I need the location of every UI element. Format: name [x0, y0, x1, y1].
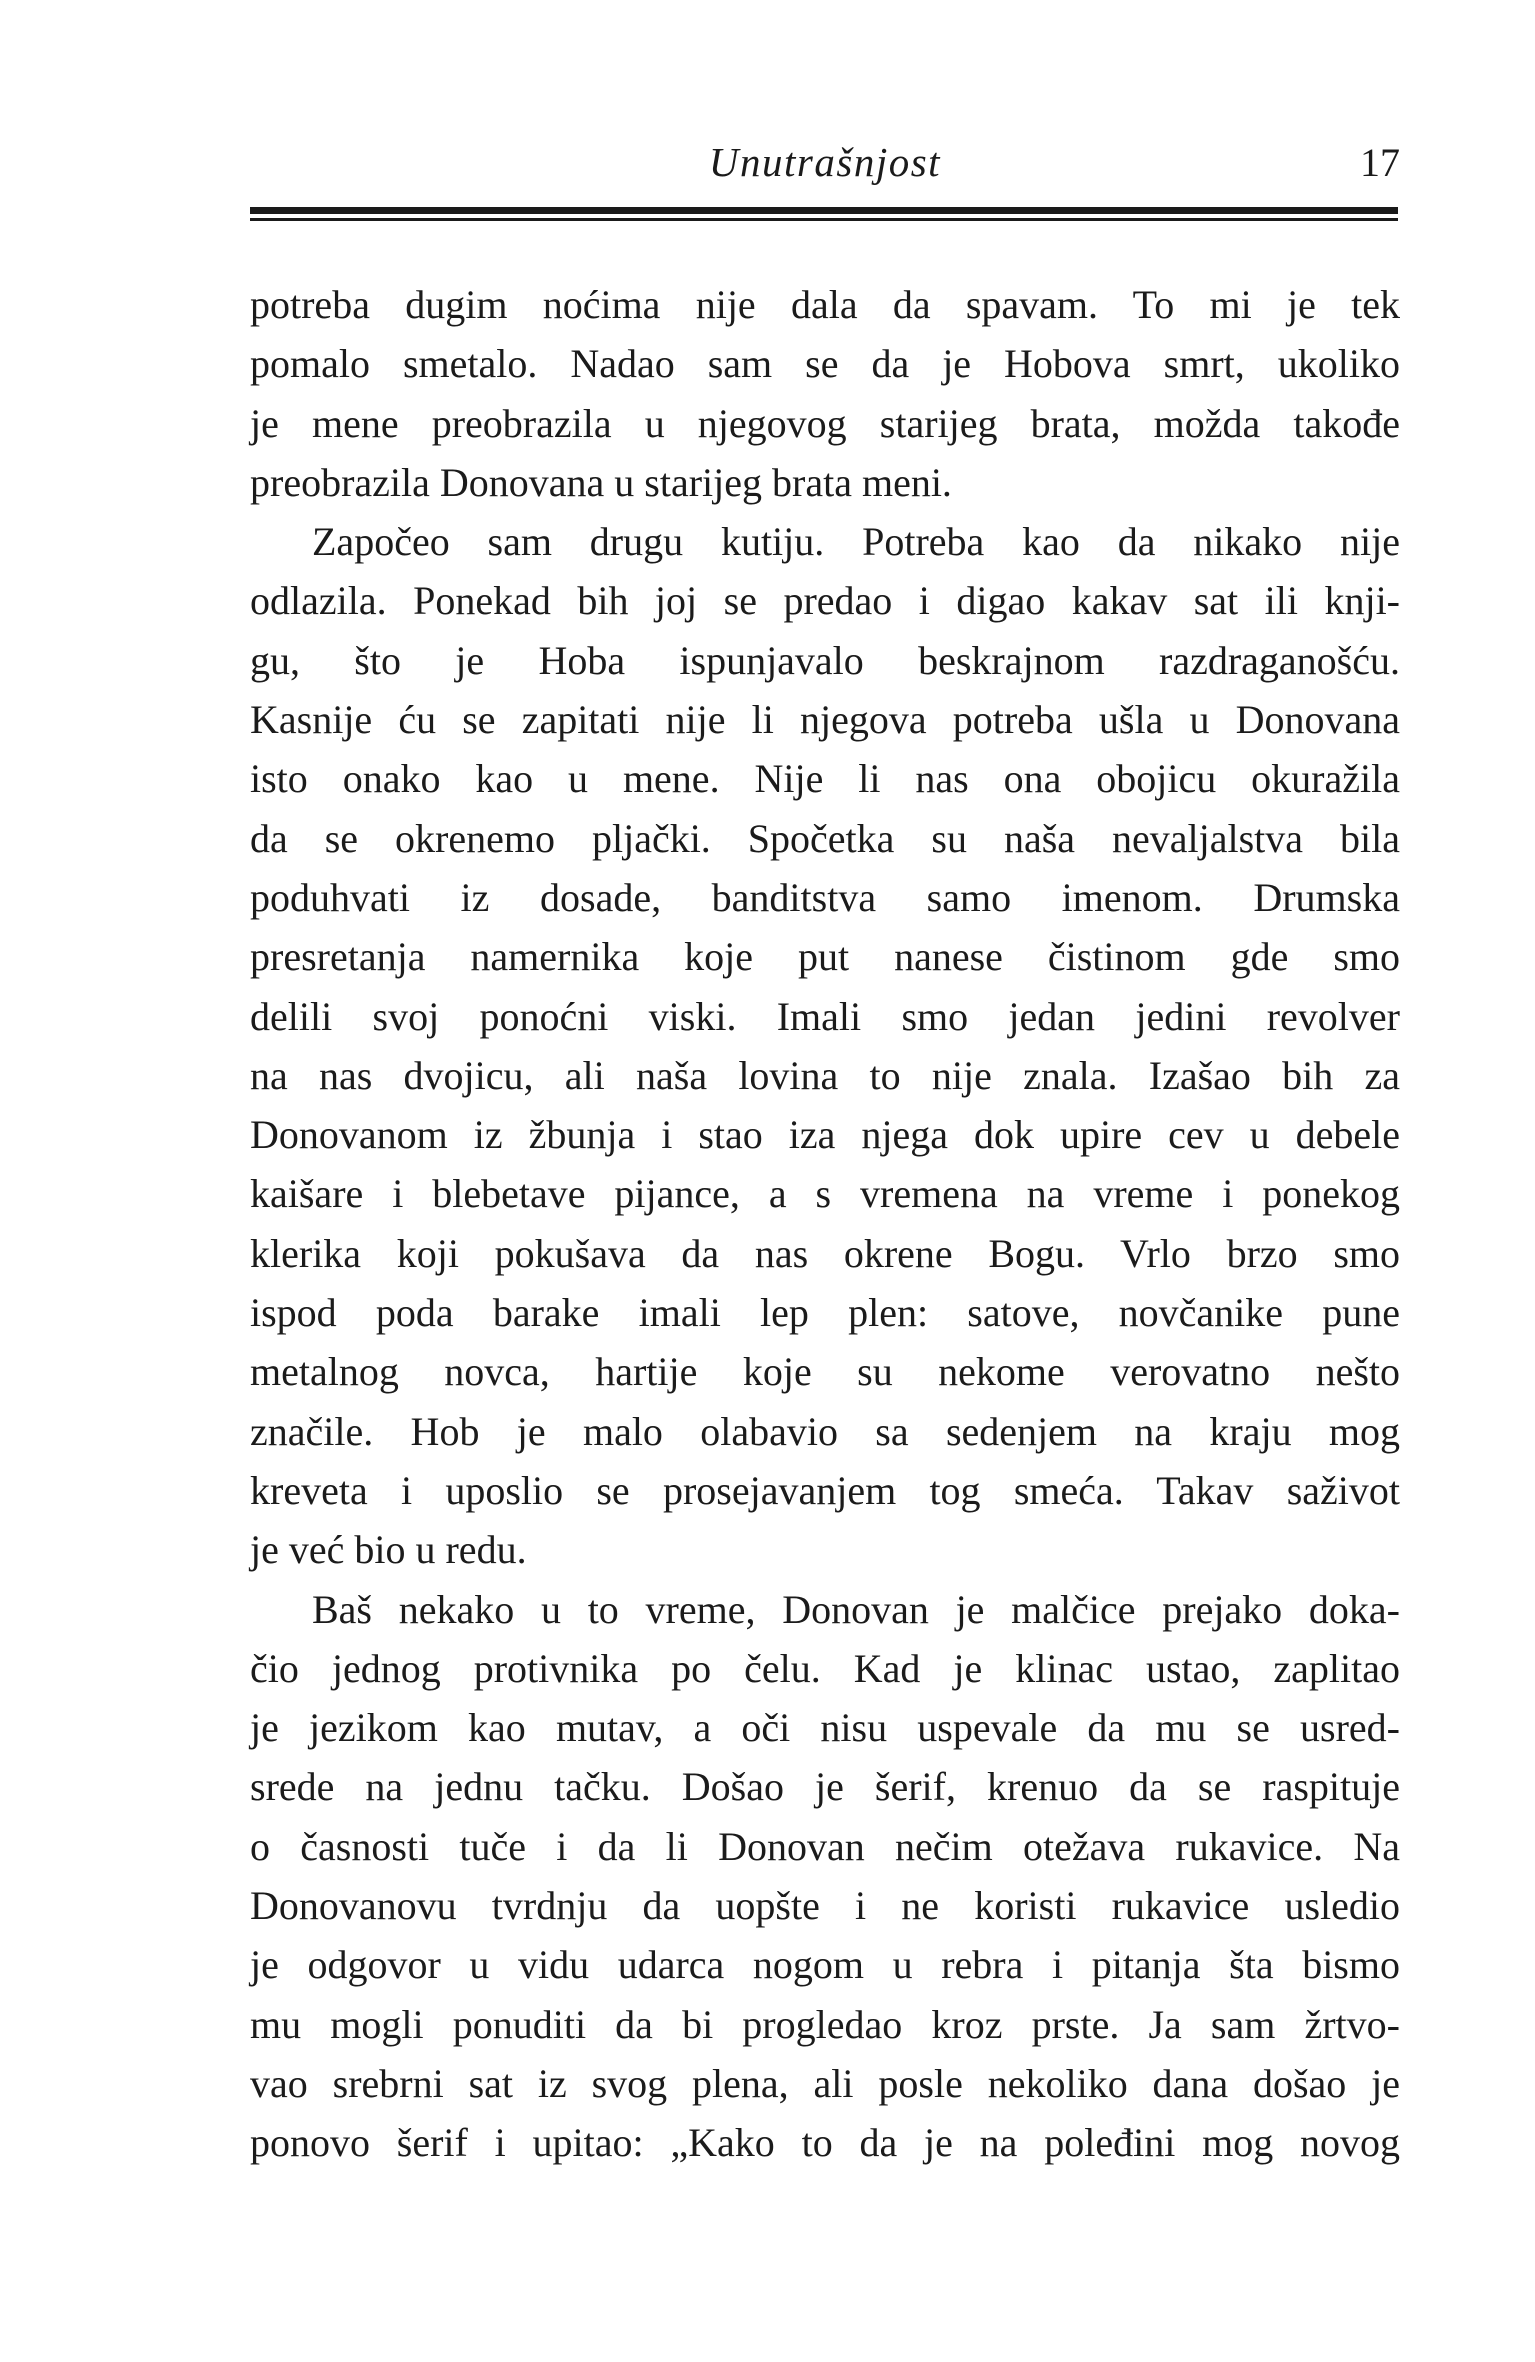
text-line: značile. Hob je malo olabavio sa sedenjem na kraju mog	[250, 1408, 1400, 1454]
text-line: je mene preobrazila u njegovog starijeg brata, možda takođe	[250, 400, 1400, 446]
text-line: ispod poda barake imali lep plen: satove, novčanike pune	[250, 1290, 1400, 1336]
text-line: Započeo sam drugu kutiju. Potreba kao da nikako nije	[312, 519, 1400, 565]
text-line: na nas dvojicu, ali naša lovina to nije znala. Izašao bih za	[250, 1052, 1400, 1098]
text-line: poduhvati iz dosade, banditstva samo imenom. Drumska	[250, 874, 1400, 920]
page-header	[250, 138, 1400, 200]
text-line: isto onako kao u mene. Nije li nas ona obojicu okuražila	[250, 756, 1400, 802]
text-line: o časnosti tuče i da li Donovan nečim otežava rukavice. Na	[250, 1823, 1400, 1869]
text-line: čio jednog protivnika po čelu. Kad je klinac ustao, zaplitao	[250, 1645, 1400, 1691]
text-line: je odgovor u vidu udarca nogom u rebra i pitanja šta bismo	[250, 1942, 1400, 1988]
text-line: kreveta i uposlio se prosejavanjem tog smeća. Takav saživot	[250, 1467, 1400, 1513]
text-line: kaišare i blebetave pijance, a s vremena na vreme i ponekog	[250, 1171, 1400, 1217]
text-line: vao srebrni sat iz svog plena, ali posle nekoliko dana došao je	[250, 2060, 1400, 2106]
text-line: da se okrenemo pljački. Spočetka su naša nevaljalstva bila	[250, 815, 1400, 861]
text-line: presretanja namernika koje put nanese čistinom gde smo	[250, 934, 1400, 980]
text-line: Donovanom iz žbunja i stao iza njega dok upire cev u debele	[250, 1112, 1400, 1158]
text-line: delili svoj ponoćni viski. Imali smo jedan jedini revolver	[250, 993, 1400, 1039]
text-line: Baš nekako u to vreme, Donovan je malčice prejako doka-	[312, 1586, 1400, 1632]
text-line: metalnog novca, hartije koje su nekome verovatno nešto	[250, 1349, 1400, 1395]
text-line: Kasnije ću se zapitati nije li njegova potreba ušla u Donovana	[250, 697, 1400, 743]
text-line: Donovanovu tvrdnju da uopšte i ne koristi rukavice usledio	[250, 1883, 1400, 1929]
text-line: ponovo šerif i upitao: „Kako to da je na poleđini mog novog	[250, 2120, 1400, 2166]
running-title: Unutrašnjost	[708, 139, 942, 185]
header-rule-divider	[250, 207, 1398, 221]
page-number: 17	[1360, 140, 1400, 185]
text-line: pomalo smetalo. Nadao sam se da je Hobova smrt, ukoliko	[250, 341, 1400, 387]
text-line: gu, što je Hoba ispunjavalo beskrajnom razdraganošću.	[250, 637, 1400, 683]
text-line: potreba dugim noćima nije dala da spavam. To mi je tek	[250, 282, 1400, 327]
text-line: je jezikom kao mutav, a oči nisu uspevale da mu se usred-	[250, 1705, 1400, 1751]
text-line: mu mogli ponuditi da bi progledao kroz prste. Ja sam žrtvo-	[250, 2001, 1400, 2047]
text-line: je već bio u redu.	[250, 1527, 527, 1573]
text-line: klerika koji pokušava da nas okrene Bogu. Vrlo brzo smo	[250, 1230, 1400, 1276]
body-text	[250, 275, 1400, 2173]
text-line: preobrazila Donovana u starijeg brata meni.	[250, 459, 952, 505]
text-line: srede na jednu tačku. Došao je šerif, krenuo da se raspituje	[250, 1764, 1400, 1810]
text-line: odlazila. Ponekad bih joj se predao i digao kakav sat ili knji-	[250, 578, 1400, 624]
